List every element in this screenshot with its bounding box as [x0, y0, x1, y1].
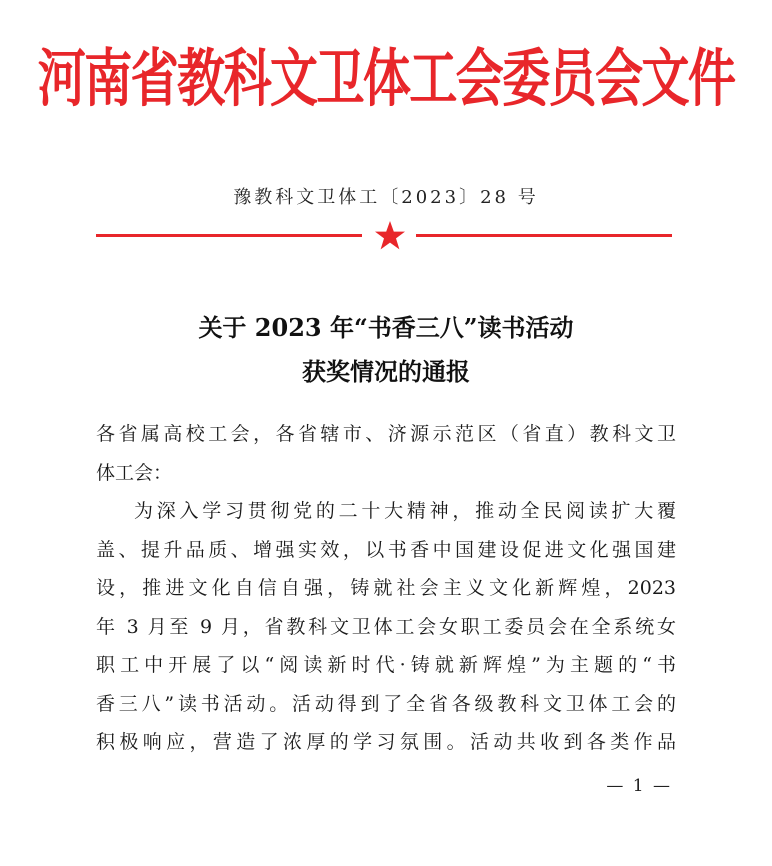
- paragraph-line: 香三八”读书活动。活动得到了全省各级教科文卫体工会的: [96, 692, 676, 715]
- document-masthead: [0, 40, 772, 120]
- red-star-icon: [374, 220, 406, 252]
- salutation-line: 体工会：: [96, 461, 173, 484]
- paragraph-line: 盖、提升品质、增强实效，以书香中国建设促进文化强国建: [96, 538, 676, 561]
- title-line-1: 关于 2023 年“书香三八”读书活动: [198, 313, 574, 342]
- document-number: 豫教科文卫体工〔2023〕28 号: [233, 187, 539, 208]
- divider-line-left: [96, 234, 362, 237]
- divider-line-right: [416, 234, 672, 237]
- paragraph-line: 年 3 月至 9 月，省教科文卫体工会女职工委员会在全系统女: [96, 615, 676, 638]
- paragraph: [96, 492, 676, 762]
- masthead-title: 河南省教科文卫体工会委员会文件: [37, 43, 735, 116]
- paragraph-line: 职工中开展了以“阅读新时代·铸就新辉煌”为主题的“书: [96, 654, 676, 676]
- paragraph-line: 设，推进文化自信自强，铸就社会主义文化新辉煌，2023: [96, 577, 676, 599]
- salutation: [96, 415, 676, 492]
- document-body: [96, 415, 676, 762]
- paragraph-line: 积极响应，营造了浓厚的学习氛围。活动共收到各类作品: [96, 731, 676, 753]
- page-number: — 1 —: [606, 776, 672, 796]
- paragraph-line: 为深入学习贯彻党的二十大精神，推动全民阅读扩大覆: [134, 500, 676, 522]
- salutation-line: 各省属高校工会，各省辖市、济源示范区（省直）教科文卫: [96, 423, 676, 445]
- title-line-2: 获奖情况的通报: [302, 357, 470, 386]
- red-divider: [96, 221, 672, 251]
- document-title: [0, 306, 772, 394]
